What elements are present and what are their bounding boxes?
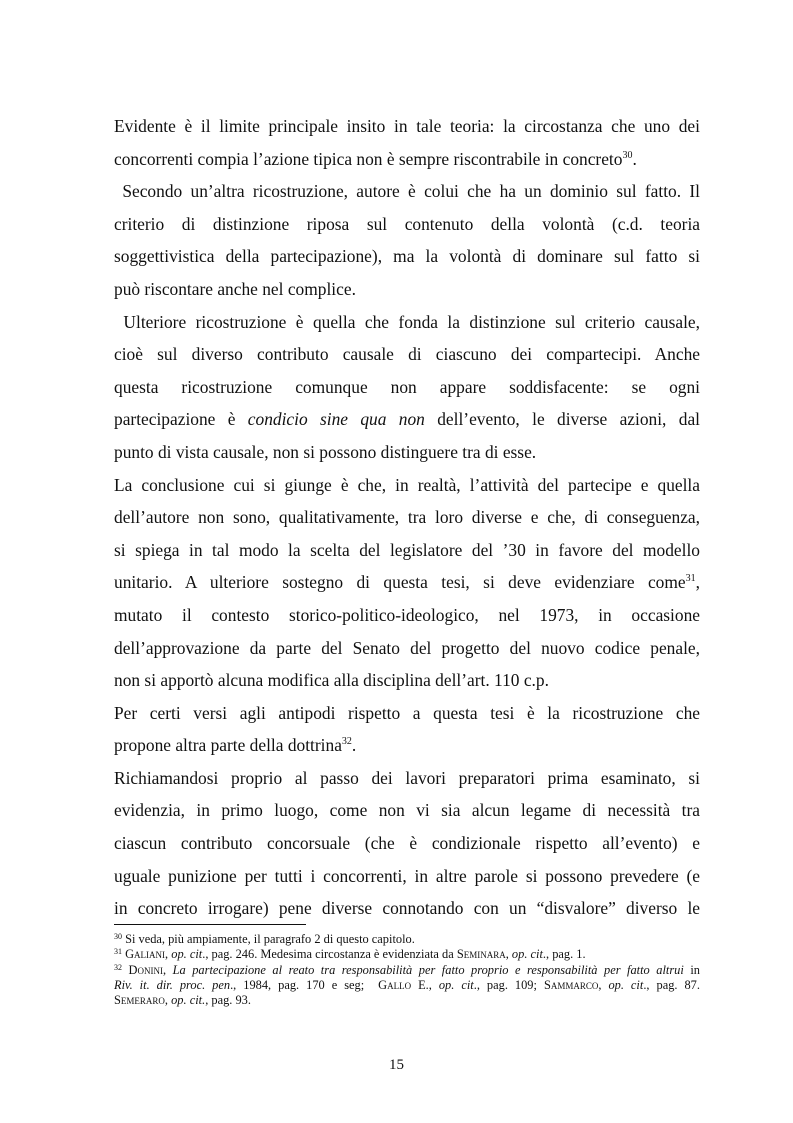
text-span: Secondo un’altra ricostruzione, autore è colui che ha un dominio sul fatto. Il xyxy=(114,181,700,202)
text-line xyxy=(114,762,700,795)
text-span: questa ricostruzione comunque non appare soddisfacente: se ogni xyxy=(114,376,700,397)
text-span: Evidente è il limite principale insito in tale teoria: la circostanza che uno dei xyxy=(114,116,700,136)
text-span: Per certi versi agli antipodi rispetto a questa tesi è la ricostruzione che xyxy=(114,702,700,723)
text-line xyxy=(114,143,700,176)
footnote-31 xyxy=(114,947,700,962)
author-name: Galiani xyxy=(122,947,166,962)
author-name: Seminara xyxy=(456,947,506,962)
footnote-32-line-3 xyxy=(114,993,700,1008)
text-line xyxy=(114,534,700,567)
text-line xyxy=(114,306,700,339)
text-span: concorrenti compia l’azione tipica non è sempre riscontrabile in concreto xyxy=(114,148,623,169)
text-line xyxy=(114,729,700,762)
text-span: si spiega in tal modo la scelta del legislatore del ’30 in favore del modello xyxy=(114,539,700,560)
author-name: Semeraro xyxy=(114,993,165,1008)
footnote-number: 31 xyxy=(114,947,122,957)
text-span: propone altra parte della dottrina xyxy=(114,735,342,756)
text-span: . xyxy=(351,735,357,756)
text-span: non si apportò alcuna modifica alla disciplina dell’art. 110 c.p. xyxy=(114,670,549,691)
text-line xyxy=(114,566,700,599)
text-span: in concreto irrogare) pene diverse connotando con un “disvalore” diverso le xyxy=(114,898,700,919)
text-span: soggettivistica della partecipazione), ma la volontà di dominare sul fatto si xyxy=(114,246,700,267)
text-span: unitario. A ulteriore sostegno di questa tesi, si deve evidenziare come xyxy=(114,572,686,593)
citation-italic: op. cit. xyxy=(171,993,206,1008)
text-line xyxy=(114,240,700,273)
footnote-text: , xyxy=(428,977,439,992)
text-span: cioè sul diverso contributo causale di ciascuno dei compartecipi. Anche xyxy=(114,344,700,365)
author-name: Sammarco xyxy=(543,977,599,992)
citation-title: La partecipazione al reato tra responsabilità per fatto proprio e responsabilità per fatto altrui xyxy=(172,962,684,977)
text-line xyxy=(114,794,700,827)
footnote-32-line-1 xyxy=(114,963,700,978)
citation-italic: op. cit xyxy=(608,977,644,992)
footnote-text: , pag. 93. xyxy=(205,993,251,1008)
footnote-text: ., 1984, pag. 170 e seg; xyxy=(230,977,379,992)
text-line xyxy=(114,371,700,404)
text-span: punto di vista causale, non si possono distinguere tra di esse. xyxy=(114,441,537,462)
text-span: La conclusione cui si giunge è che, in realtà, l’attività del partecipe e quella xyxy=(114,474,700,495)
footnote-text: , xyxy=(505,947,512,962)
footnote-ref-32[interactable]: 32 xyxy=(341,736,352,748)
footnote-ref-30[interactable]: 30 xyxy=(622,149,633,161)
footnote-text: , xyxy=(164,993,172,1008)
text-span: partecipazione è xyxy=(114,409,248,430)
text-line xyxy=(114,632,700,665)
citation-italic: op. cit xyxy=(511,947,543,962)
footnote-text: , xyxy=(162,962,173,977)
text-span: uguale punizione per tutti i concorrenti, in altre parole si possono prevedere (e xyxy=(114,865,700,886)
text-line xyxy=(114,599,700,632)
text-line xyxy=(114,175,700,208)
text-span: Ulteriore ricostruzione è quella che fonda la distinzione sul criterio causale, xyxy=(114,311,700,332)
journal-name: Riv. it. dir. proc. pen xyxy=(114,977,231,992)
text-line xyxy=(114,827,700,860)
text-line xyxy=(114,469,700,502)
text-span: mutato il contesto storico-politico-ideologico, nel 1973, in occasione xyxy=(114,604,700,625)
text-line xyxy=(114,892,700,925)
text-span: dell’evento, le diverse azioni, dal xyxy=(424,409,700,430)
text-line xyxy=(114,273,700,306)
text-span: ciascun contributo concorsuale (che è condizionale rispetto all’evento) e xyxy=(114,833,700,854)
text-span: dell’autore non sono, qualitativamente, tra loro diverse e che, di conseguenza, xyxy=(114,507,700,528)
footnote-number: 30 xyxy=(114,932,122,941)
text-line xyxy=(114,110,700,143)
text-line xyxy=(114,338,700,371)
footnote-text: Si veda, più ampiamente, il paragrafo 2 di questo capitolo. xyxy=(122,932,415,946)
text-span: Richiamandosi proprio al passo dei lavori preparatori prima esaminato, si xyxy=(114,767,700,788)
footnote-text: ., pag. 109; xyxy=(473,977,544,992)
text-span: dell’approvazione da parte del Senato del progetto del nuovo codice penale, xyxy=(114,637,700,658)
text-line xyxy=(114,403,700,436)
author-name: Donini xyxy=(122,962,163,977)
author-name: Gallo E. xyxy=(378,977,429,992)
text-line xyxy=(114,501,700,534)
italic-phrase: condicio sine qua non xyxy=(247,409,425,430)
text-line xyxy=(114,697,700,730)
footnote-32-line-2 xyxy=(114,978,700,993)
text-line xyxy=(114,860,700,893)
citation-italic: op. cit xyxy=(438,977,474,992)
text-span: criterio di distinzione riposa sul contenuto della volontà (c.d. teoria xyxy=(114,213,700,234)
text-line xyxy=(114,436,700,469)
text-line xyxy=(114,208,700,241)
footnote-divider xyxy=(114,924,306,925)
footnote-text: ., pag. 246. Medesima circostanza è evidenziata da xyxy=(202,947,457,962)
footnote-number: 32 xyxy=(114,962,122,972)
footnote-text: ., pag. 87. xyxy=(643,977,700,992)
footnote-30 xyxy=(114,932,700,947)
citation-italic: op. cit xyxy=(171,947,203,962)
footnotes xyxy=(114,932,700,1008)
text-line xyxy=(114,664,700,697)
text-span: può riscontare anche nel complice. xyxy=(114,278,356,299)
footnote-ref-31[interactable]: 31 xyxy=(685,573,696,585)
text-span: , xyxy=(695,572,700,593)
text-span: evidenzia, in primo luogo, come non vi sia alcun legame di necessità tra xyxy=(114,800,700,821)
page-number: 15 xyxy=(389,1057,404,1073)
body-text xyxy=(114,110,700,925)
footnote-text: ., pag. 1. xyxy=(542,947,586,962)
text-span: . xyxy=(632,148,637,169)
footnote-text: , xyxy=(165,947,172,962)
footnote-text: in xyxy=(683,962,700,977)
footnote-text: , xyxy=(598,977,609,992)
